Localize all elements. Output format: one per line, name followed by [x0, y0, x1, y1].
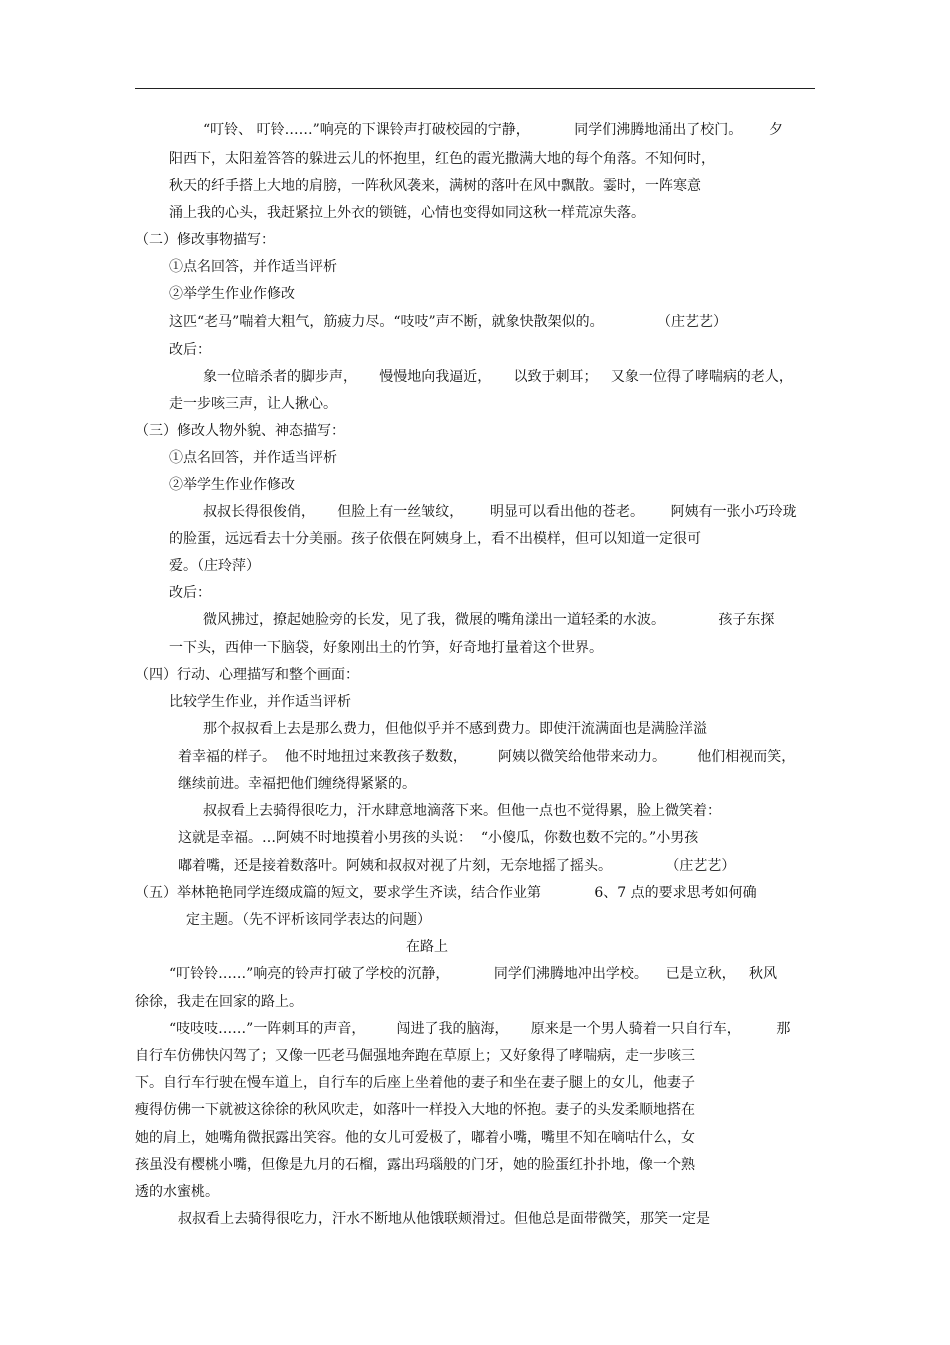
paragraph-line: 的脸蛋，远远看去十分美丽。孩子依偎在阿姨身上，看不出模样，但可以知道一定很可	[169, 531, 701, 547]
paragraph-line: “吱吱吱……”一阵刺耳的声音， 闯进了我的脑海， 原来是一个男人骑着一只自行车， 那	[169, 1021, 791, 1037]
paragraph-line: 象一位暗杀者的脚步声， 慢慢地向我逼近， 以致于刺耳； 又象一位得了哮喘病的老人，	[203, 369, 793, 385]
paragraph-line: 微风拂过，撩起她脸旁的长发，见了我，微展的嘴角漾出一道轻柔的水波。 孩子东探	[203, 612, 775, 628]
list-item: ①点名回答，并作适当评析	[169, 450, 337, 466]
paragraph-line: “叮铃、 叮铃……”响亮的下课铃声打破校园的宁静， 同学们沸腾地涌出了校门。 夕	[203, 122, 783, 138]
paragraph-line: 那个叔叔看上去是那么费力，但他似乎并不感到费力。即使汗流满面也是满脸洋溢	[203, 721, 707, 737]
section-heading: （四）行动、心理描写和整个画面：	[135, 667, 359, 683]
list-item: ②举学生作业作修改	[169, 286, 295, 302]
paragraph-line: 一下头，西伸一下脑袋，好象刚出土的竹笋，好奇地打量着这个世界。	[169, 640, 603, 656]
revision-label: 改后：	[169, 342, 211, 358]
paragraph-line: 涌上我的心头，我赶紧拉上外衣的锁链，心情也变得如同这秋一样荒凉失落。	[169, 205, 645, 221]
list-item: ②举学生作业作修改	[169, 477, 295, 493]
paragraph-line: 秋天的纤手搭上大地的肩膀，一阵秋风袭来，满树的落叶在风中飘散。霎时，一阵寒意	[169, 178, 701, 194]
paragraph-line: 透的水蜜桃。	[135, 1184, 219, 1200]
list-item: 比较学生作业，并作适当评析	[169, 694, 351, 710]
paragraph-line: 叔叔看上去骑得很吃力，汗水不断地从他饿联颊滑过。但他总是面带微笑，那笑一定是	[178, 1211, 710, 1227]
section-heading: （二）修改事物描写：	[135, 232, 275, 248]
paragraph-line: 叔叔长得很俊俏， 但脸上有一丝皱纹， 明显可以看出他的苍老。 阿姨有一张小巧玲珑	[203, 504, 797, 520]
paragraph-line: 孩虽没有樱桃小嘴，但像是九月的石榴，露出玛瑙般的门牙，她的脸蛋红扑扑地，像一个熟	[135, 1157, 695, 1173]
paragraph-line: 自行车仿佛快闪驾了；又像一匹老马倔强地奔跑在草原上；又好象得了哮喘病，走一步咳三	[135, 1048, 695, 1064]
paragraph-line: 她的肩上，她嘴角微抿露出笑容。他的女儿可爱极了，嘟着小嘴，嘴里不知在嘀咕什么，女	[135, 1130, 695, 1146]
paragraph-line: 叔叔看上去骑得很吃力，汗水肆意地滴落下来。但他一点也不觉得累，脸上微笑着：	[203, 803, 721, 819]
paragraph-line: 这匹“老马”喘着大粗气，筋疲力尽。“吱吱”声不断，就象快散架似的。 （庄艺艺）	[169, 314, 728, 330]
section-heading: （五）举林艳艳同学连缀成篇的短文，要求学生齐读，结合作业第 6、7 点的要求思考如何确	[135, 885, 757, 901]
paragraph-line: 下。自行车行驶在慢车道上，自行车的后座上坐着他的妻子和坐在妻子腿上的女儿，他妻子	[135, 1075, 695, 1091]
paragraph-line: 嘟着嘴，还是接着数落叶。阿姨和叔叔对视了片刻，无奈地摇了摇头。 （庄艺艺）	[178, 858, 736, 874]
paragraph-line: 着幸福的样子。 他不时地扭过来教孩子数数， 阿姨以微笑给他带来动力。 他们相视而笑，	[178, 749, 796, 765]
header-rule	[135, 88, 815, 89]
paragraph-line: “叮铃铃……”响亮的铃声打破了学校的沉静， 同学们沸腾地冲出学校。 已是立秋， 秋风	[169, 966, 777, 982]
paragraph-line: 定主题。（先不评析该同学表达的问题）	[186, 912, 431, 928]
essay-title: 在路上	[406, 939, 448, 955]
paragraph-line: 徐徐，我走在回家的路上。	[135, 994, 303, 1010]
revision-label: 改后：	[169, 585, 211, 601]
paragraph-line: 走一步咳三声，让人揪心。	[169, 396, 337, 412]
paragraph-line: 阳西下，太阳羞答答的躲进云儿的怀抱里，红色的霞光撒满大地的每个角落。不知何时，	[169, 151, 715, 167]
section-heading: （三）修改人物外貌、神态描写：	[135, 423, 345, 439]
list-item: ①点名回答，并作适当评析	[169, 259, 337, 275]
paragraph-line: 继续前进。幸福把他们缠绕得紧紧的。	[178, 776, 416, 792]
paragraph-line: 这就是幸福。…阿姨不时地摸着小男孩的头说： “小傻瓜，你数也数不完的。”小男孩	[178, 830, 699, 846]
paragraph-line: 爱。（庄玲萍）	[169, 558, 260, 574]
paragraph-line: 瘦得仿佛一下就被这徐徐的秋风吹走，如落叶一样投入大地的怀抱。妻子的头发柔顺地搭在	[135, 1102, 695, 1118]
